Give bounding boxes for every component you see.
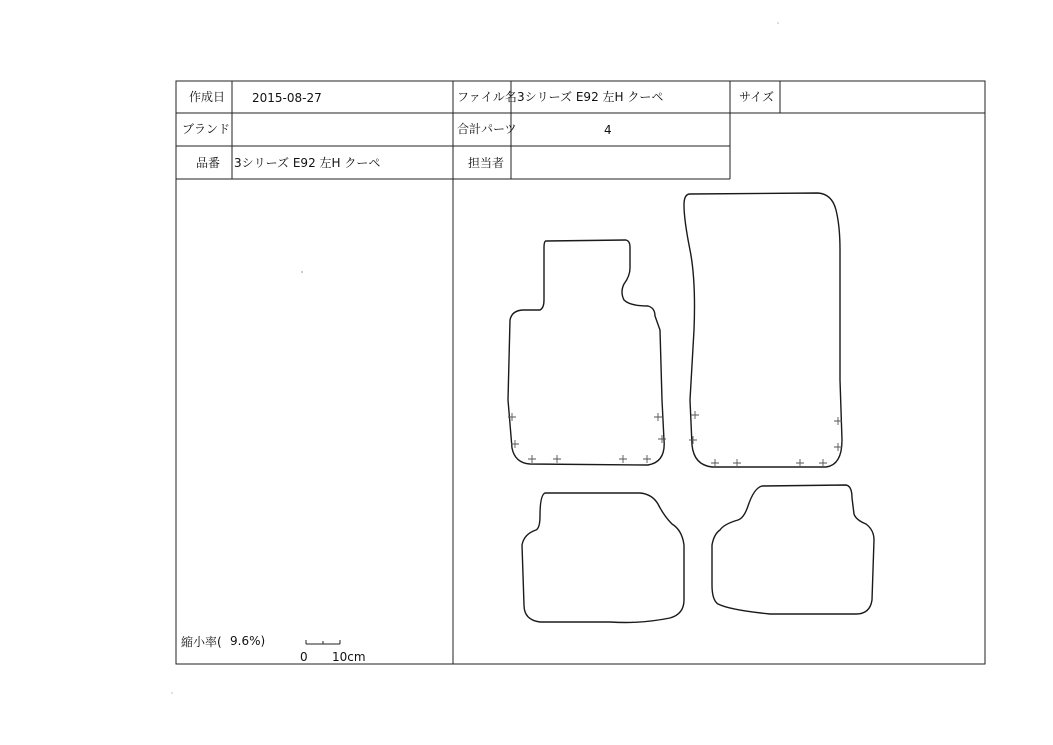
brand-label: ブランド (182, 122, 231, 136)
size-label: サイズ (739, 90, 775, 104)
scale-label: 縮小率( (181, 635, 222, 649)
cross-mark (819, 459, 827, 467)
parts-label: 合計パーツ (457, 122, 517, 136)
scale-tick-end: 10cm (332, 650, 366, 664)
cross-mark (711, 459, 719, 467)
cross-mark (654, 413, 662, 421)
cross-mark (553, 455, 561, 463)
filename-value: 3シリーズ E92 左H クーペ (517, 90, 664, 104)
scan-speck (171, 692, 173, 694)
cross-mark (689, 436, 697, 444)
product-value: 3シリーズ E92 左H クーペ (234, 156, 381, 170)
cross-mark (528, 455, 536, 463)
cross-mark (619, 455, 627, 463)
scale-bar (306, 640, 340, 644)
passenger-front-mat (684, 193, 842, 467)
parts-value: 4 (604, 123, 612, 137)
cross-mark (733, 459, 741, 467)
scan-speck (777, 22, 779, 24)
created-value: 2015-08-27 (252, 91, 322, 105)
scale-value: 9.6%) (230, 634, 266, 648)
staff-label: 担当者 (468, 156, 505, 170)
filename-label: ファイル名 (457, 90, 517, 104)
cross-mark (643, 455, 651, 463)
rear-right-mat (712, 485, 874, 614)
driver-front-mat (508, 240, 664, 465)
scale-tick-zero: 0 (300, 650, 308, 664)
created-label: 作成日 (189, 90, 226, 104)
product-label: 品番 (196, 156, 221, 170)
cross-mark (796, 459, 804, 467)
rear-left-mat (522, 493, 684, 623)
registration-marks (508, 411, 842, 467)
scan-speck (301, 271, 303, 273)
cross-mark (691, 411, 699, 419)
